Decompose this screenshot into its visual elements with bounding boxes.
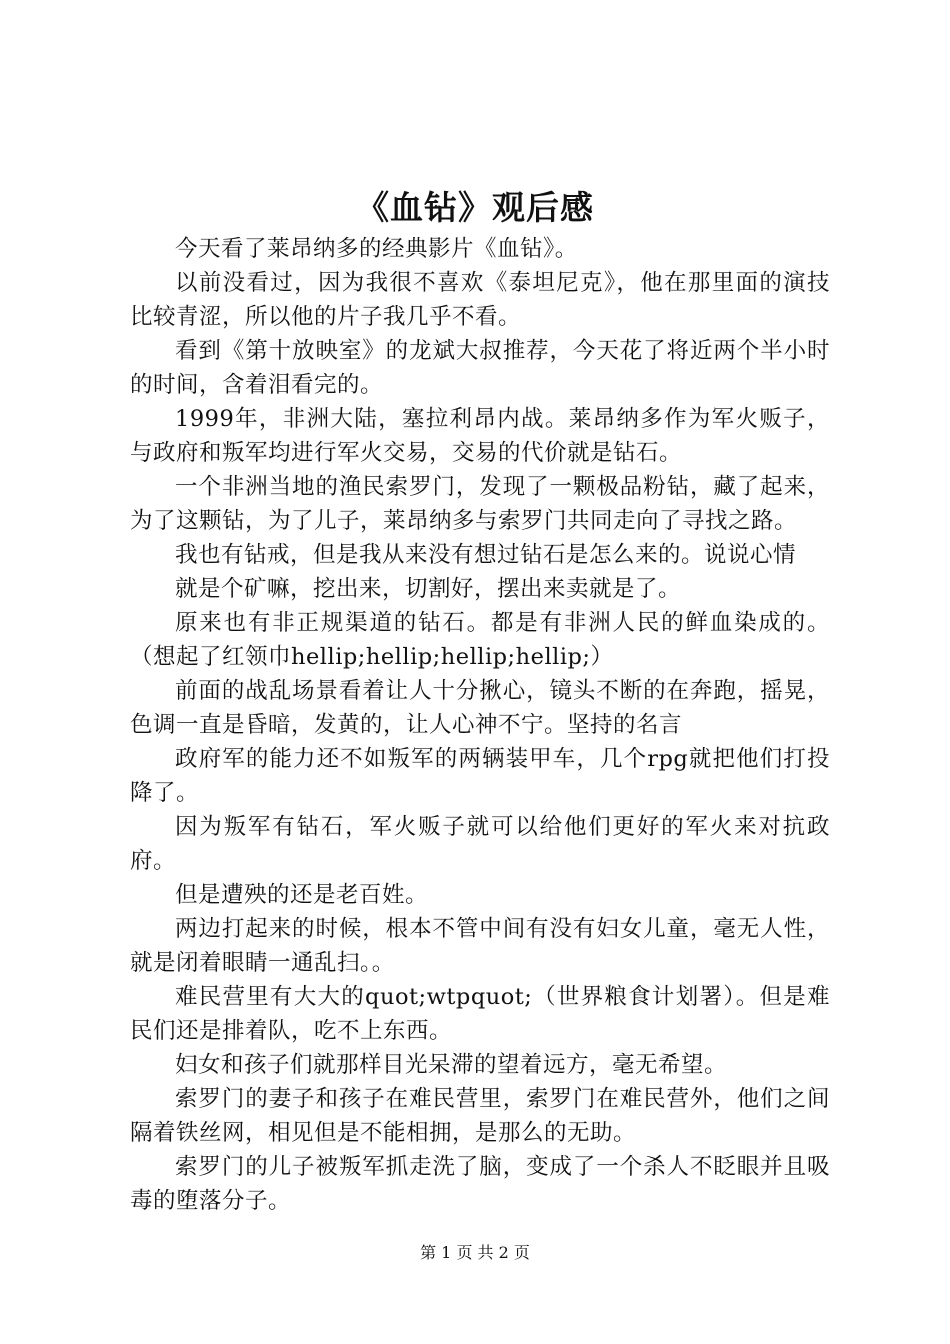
paragraph: 就是个矿嘛，挖出来，切割好，摆出来卖就是了。 (175, 576, 682, 602)
paragraph: 一个非洲当地的渔民索罗门，发现了一颗极品粉钻，藏了起来，为了这颗钻，为了儿子，莱昂纳多与索罗门共同走向了寻找之路。 (130, 474, 830, 534)
document-body (130, 232, 830, 1218)
paragraph: 索罗门的妻子和孩子在难民营里，索罗门在难民营外，他们之间隔着铁丝网，相见但是不能相拥，是那么的无助。 (130, 1086, 830, 1146)
paragraph: 我也有钻戒，但是我从来没有想过钻石是怎么来的。说说心情 (175, 542, 797, 568)
paragraph: 妇女和孩子们就那样目光呆滞的望着远方，毫无希望。 (175, 1052, 728, 1078)
paragraph: 索罗门的儿子被叛军抓走洗了脑，变成了一个杀人不眨眼并且吸毒的堕落分子。 (130, 1154, 830, 1214)
paragraph: 以前没看过，因为我很不喜欢《泰坦尼克》，他在那里面的演技比较青涩，所以他的片子我几乎不看。 (130, 270, 830, 330)
page-number-footer: 第 1 页 共 2 页 (420, 1243, 530, 1262)
paragraph: 难民营里有大大的quot;wtpquot;（世界粮食计划署）。但是难民们还是排着队，吃不上东西。 (130, 984, 830, 1044)
paragraph: 前面的战乱场景看着让人十分揪心，镜头不断的在奔跑，摇晃，色调一直是昏暗，发黄的，让人心神不宁。坚持的名言 (130, 678, 830, 738)
document-title: 《血钻》观后感 (356, 188, 594, 227)
paragraph: 今天看了莱昂纳多的经典影片《血钻》。 (175, 236, 578, 262)
paragraph: 政府军的能力还不如叛军的两辆装甲车，几个rpg就把他们打投降了。 (130, 746, 830, 806)
paragraph: 两边打起来的时候，根本不管中间有没有妇女儿童，毫无人性，就是闭着眼睛一通乱扫。。 (130, 916, 830, 976)
paragraph: 1999年，非洲大陆，塞拉利昂内战。莱昂纳多作为军火贩子，与政府和叛军均进行军火交易，交易的代价就是钻石。 (130, 406, 830, 466)
paragraph: 看到《第十放映室》的龙斌大叔推荐，今天花了将近两个半小时的时间，含着泪看完的。 (130, 338, 830, 398)
paragraph: 因为叛军有钻石，军火贩子就可以给他们更好的军火来对抗政府。 (130, 814, 830, 874)
paragraph: 原来也有非正规渠道的钻石。都是有非洲人民的鲜血染成的。（想起了红领巾hellip;hellip;hellip;hellip;） (130, 610, 830, 670)
paragraph: 但是遭殃的还是老百姓。 (175, 882, 429, 908)
